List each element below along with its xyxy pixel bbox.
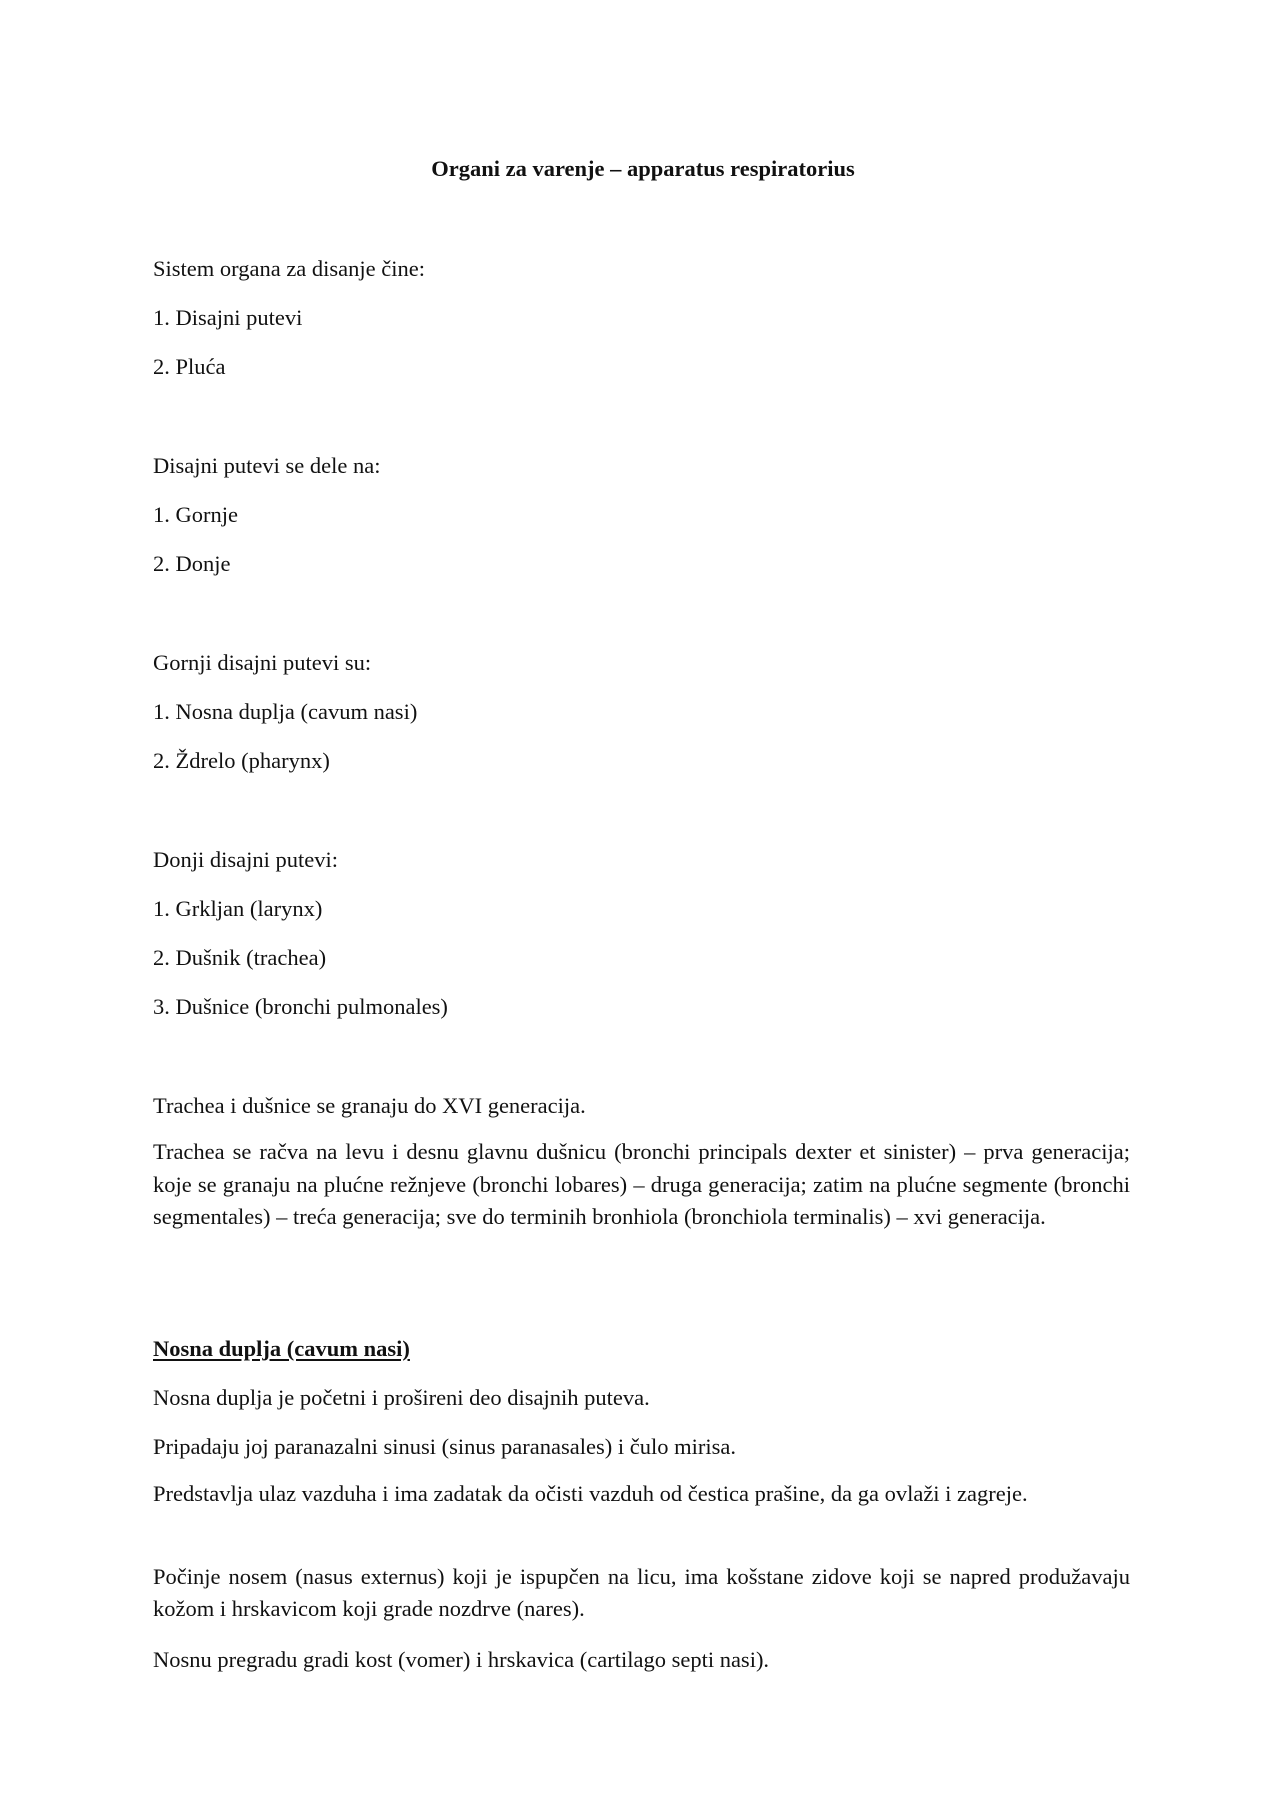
- division-label: Disajni putevi se dele na:: [153, 453, 381, 478]
- intro-label: Sistem organa za disanje čine:: [153, 256, 425, 281]
- list-item: 1. Disajni putevi: [153, 305, 303, 330]
- nasal-heading: Nosna duplja (cavum nasi): [153, 1336, 410, 1361]
- document-title: Organi za varenje – apparatus respiratorius: [431, 156, 855, 181]
- generations-paragraph-2: Trachea se račva na levu i desnu glavnu dušnicu (bronchi principals dexter et sinister) – prva generacija; koje se granaju na plućne režnjeve (bronchi lobares) – druga generacija; zatim na plućne segmente (bronchi segmentales) – treća generacija; sve do terminih bronhiola (bronchiola terminalis) – xvi generacija.: [153, 1139, 1130, 1229]
- nasal-paragraph-5: Nosnu pregradu gradi kost (vomer) i hrskavica (cartilago septi nasi).: [153, 1647, 770, 1672]
- list-item: 3. Dušnice (bronchi pulmonales): [153, 994, 448, 1019]
- nasal-paragraph-4: Počinje nosem (nasus externus) koji je ispupčen na licu, ima košstane zidove koji se napred produžavaju kožom i hrskavicom koji grade nozdrve (nares).: [153, 1564, 1130, 1621]
- list-item: 2. Pluća: [153, 354, 226, 379]
- generations-paragraph-1: Trachea i dušnice se granaju do XVI generacija.: [153, 1093, 586, 1118]
- nasal-paragraph-3: Predstavlja ulaz vazduha i ima zadatak da očisti vazduh od čestica prašine, da ga ovlaži i zagreje.: [153, 1481, 1028, 1506]
- list-item: 1. Gornje: [153, 502, 238, 527]
- list-item: 2. Ždrelo (pharynx): [153, 748, 330, 773]
- list-item: 2. Donje: [153, 551, 231, 576]
- list-item: 2. Dušnik (trachea): [153, 945, 327, 970]
- list-item: 1. Grkljan (larynx): [153, 896, 323, 921]
- nasal-paragraph-1: Nosna duplja je početni i prošireni deo disajnih puteva.: [153, 1385, 650, 1410]
- upper-label: Gornji disajni putevi su:: [153, 650, 372, 675]
- lower-label: Donji disajni putevi:: [153, 847, 338, 872]
- list-item: 1. Nosna duplja (cavum nasi): [153, 699, 418, 724]
- nasal-paragraph-2: Pripadaju joj paranazalni sinusi (sinus paranasales) i čulo mirisa.: [153, 1434, 736, 1459]
